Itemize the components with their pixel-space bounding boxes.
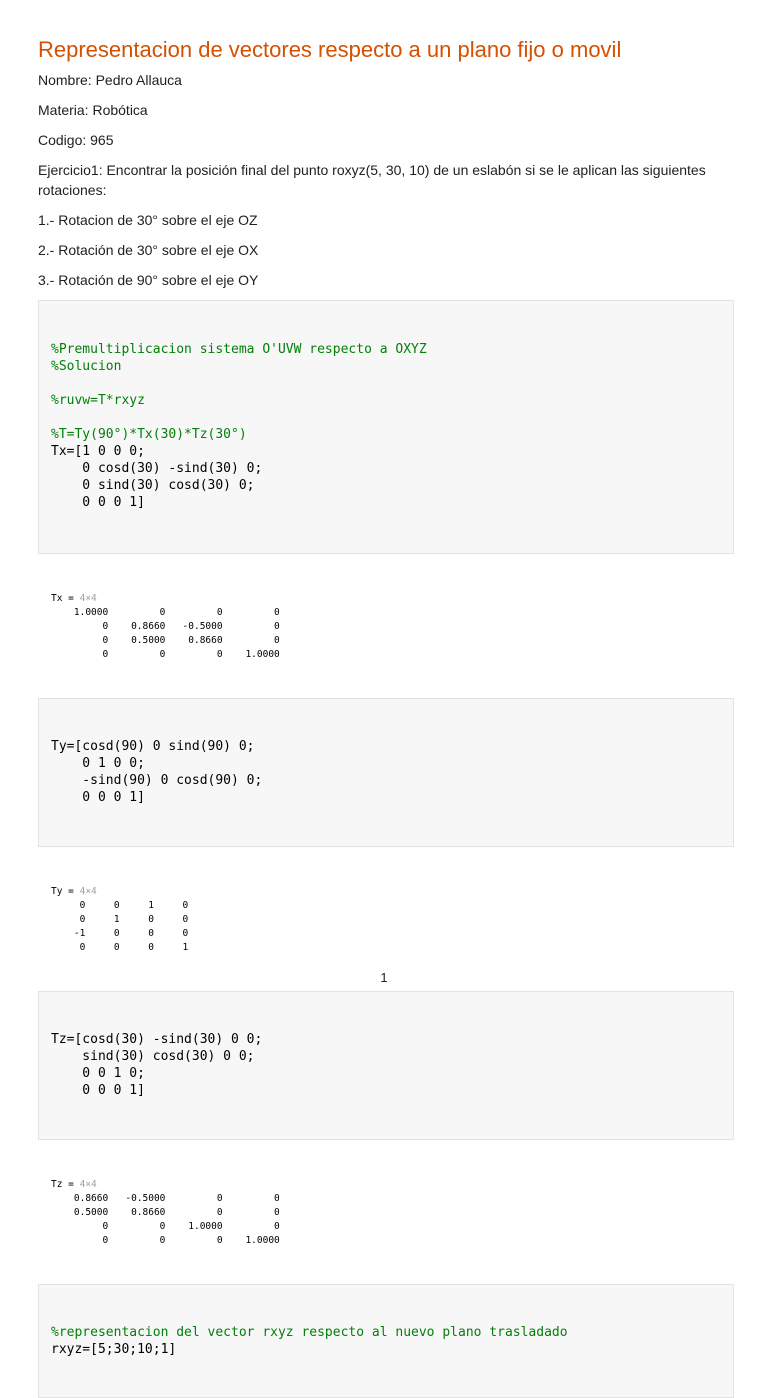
code-line: 0 1 0 0;	[51, 756, 145, 771]
code-line: %ruvw=T*rxyz	[51, 393, 145, 408]
code-block-tz[interactable]	[38, 991, 734, 1140]
document-page	[38, 32, 734, 1398]
code-line: 0 0 0 1]	[51, 1083, 145, 1098]
code-line: rxyz=[5;30;10;1]	[51, 1342, 177, 1357]
output-row: 0 0 0 1	[51, 942, 189, 953]
exercise-statement: Ejercicio1: Encontrar la posición final del punto roxyz(5, 30, 10) de un eslabón si se le aplican las siguientes rotaciones:	[38, 162, 706, 198]
output-row: 0 0 1.0000 0	[51, 1221, 280, 1232]
code-block-tx[interactable]	[38, 300, 734, 554]
code-line: Tz=[cosd(30) -sind(30) 0 0;	[51, 1032, 263, 1047]
code-line: 0 0 1 0;	[51, 1066, 145, 1081]
output-ty	[38, 857, 734, 983]
document-title: Representacion de vectores respecto a un plano fijo o movil	[38, 37, 622, 62]
code-line: -sind(90) 0 cosd(90) 0;	[51, 773, 263, 788]
code-line: %Premultiplicacion sistema O'UVW respecto a OXYZ	[51, 342, 427, 357]
output-variable-name: Ty =	[51, 886, 80, 897]
page-number: 1	[380, 970, 388, 985]
rotation-step-3: 3.- Rotación de 90° sobre el eje OY	[38, 272, 259, 288]
code-line: Tx=[1 0 0 0;	[51, 444, 145, 459]
output-header	[51, 592, 734, 606]
output-variable-name: Tx =	[51, 593, 80, 604]
code-line: %representacion del vector rxyz respecto al nuevo plano trasladado	[51, 1325, 568, 1340]
output-row: 0 0 1 0	[51, 900, 189, 911]
code-block-rxyz[interactable]	[38, 1284, 734, 1398]
output-tz	[38, 1150, 734, 1276]
output-size: 4×4	[79, 886, 97, 897]
code-line: 0 0 0 1]	[51, 495, 145, 510]
output-header	[51, 1178, 734, 1192]
code-line: %Solucion	[51, 359, 122, 374]
code-line: Ty=[cosd(90) 0 sind(90) 0;	[51, 739, 255, 754]
code-line	[51, 409, 721, 426]
output-row: 1.0000 0 0 0	[51, 607, 280, 618]
output-row: 0 0.8660 -0.5000 0	[51, 621, 280, 632]
code-block-ty[interactable]	[38, 698, 734, 847]
code-number-line: Codigo: 965	[38, 132, 114, 148]
code-line: 0 sind(30) cosd(30) 0;	[51, 478, 255, 493]
output-row: 0 1 0 0	[51, 914, 189, 925]
rotation-step-2: 2.- Rotación de 30° sobre el eje OX	[38, 242, 259, 258]
code-line: 0 cosd(30) -sind(30) 0;	[51, 461, 263, 476]
code-line: %T=Ty(90°)*Tx(30)*Tz(30°)	[51, 427, 247, 442]
code-line	[51, 375, 721, 392]
name-line: Nombre: Pedro Allauca	[38, 72, 182, 88]
code-line: 0 0 0 1]	[51, 790, 145, 805]
subject-line: Materia: Robótica	[38, 102, 148, 118]
output-header	[51, 885, 734, 899]
output-row: 0 0.5000 0.8660 0	[51, 635, 280, 646]
output-row: -1 0 0 0	[51, 928, 189, 939]
output-row: 0.5000 0.8660 0 0	[51, 1207, 280, 1218]
output-row: 0.8660 -0.5000 0 0	[51, 1193, 280, 1204]
output-size: 4×4	[79, 593, 97, 604]
rotation-step-1: 1.- Rotacion de 30° sobre el eje OZ	[38, 212, 258, 228]
code-line: sind(30) cosd(30) 0 0;	[51, 1049, 255, 1064]
output-row: 0 0 0 1.0000	[51, 1235, 280, 1246]
output-variable-name: Tz =	[51, 1179, 80, 1190]
output-tx	[38, 564, 734, 690]
output-size: 4×4	[79, 1179, 97, 1190]
output-row: 0 0 0 1.0000	[51, 649, 280, 660]
